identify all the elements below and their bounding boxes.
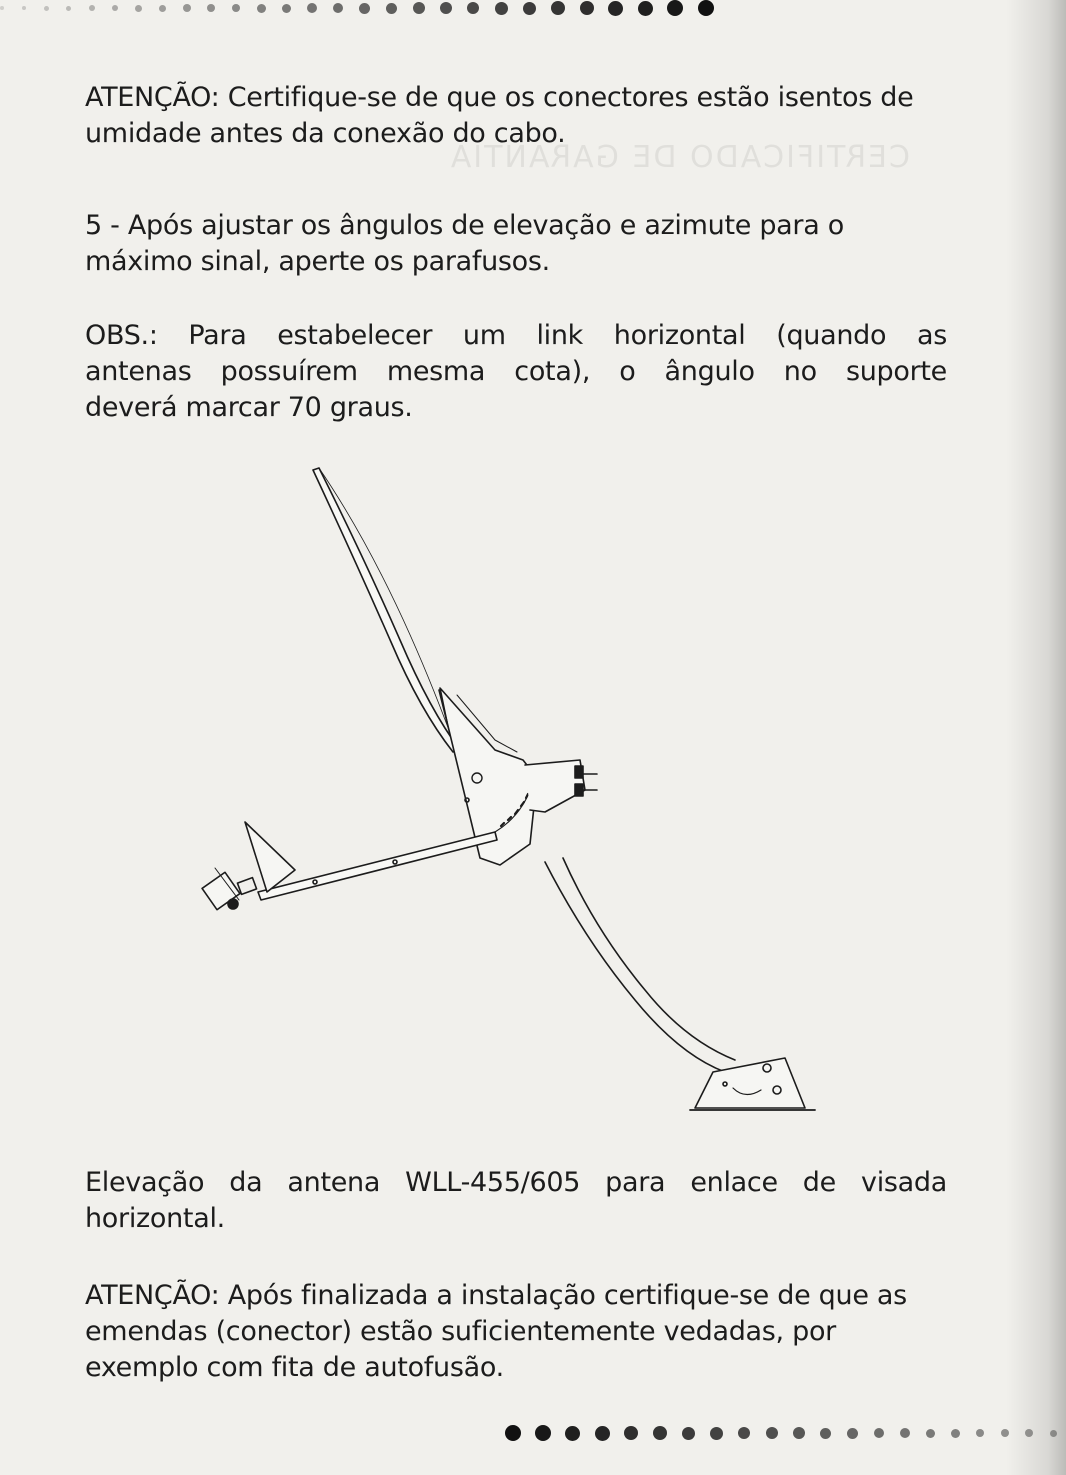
- decorative-dot: [580, 1, 594, 15]
- obs-line-2: antenas possuírem mesma cota), o ângulo no suporte: [85, 356, 947, 387]
- decorative-dot: [440, 2, 452, 14]
- decorative-dot: [467, 2, 479, 14]
- decorative-dot: [847, 1428, 858, 1439]
- caption-line-2: horizontal.: [85, 1203, 225, 1234]
- decorative-dot: [523, 2, 536, 15]
- step-5-paragraph: 5 - Após ajustar os ângulos de elevação e azimute para o máximo sinal, aperte os parafusos.: [85, 210, 844, 277]
- decorative-dot: [359, 3, 370, 14]
- page-edge-shadow: [1006, 0, 1066, 1475]
- decorative-dot: [551, 1, 565, 15]
- decorative-dot: [282, 4, 291, 13]
- decorative-dot: [565, 1426, 580, 1441]
- decorative-dots-bottom: [505, 1425, 1066, 1441]
- decorative-dot: [766, 1427, 778, 1439]
- decorative-dot: [710, 1427, 723, 1440]
- decorative-dot: [698, 0, 714, 16]
- decorative-dot: [232, 4, 240, 12]
- decorative-dot: [44, 6, 49, 11]
- decorative-dot: [667, 0, 683, 16]
- decorative-dot: [505, 1425, 521, 1441]
- decorative-dot: [595, 1426, 610, 1441]
- attention-paragraph-1: ATENÇÃO: Certifique-se de que os conectores estão isentos de umidade antes da conexão do cabo.: [85, 82, 914, 149]
- decorative-dot: [535, 1425, 551, 1441]
- decorative-dot: [495, 2, 508, 15]
- decorative-dot: [307, 3, 317, 13]
- obs-paragraph: [85, 318, 947, 426]
- decorative-dot: [257, 4, 266, 13]
- decorative-dot: [333, 3, 343, 13]
- decorative-dot: [0, 6, 4, 10]
- decorative-dot: [66, 6, 71, 11]
- decorative-dot: [976, 1429, 984, 1437]
- decorative-dot: [159, 5, 166, 12]
- bleed-through-text: CERTIFICADO DE GARANTIA: [448, 140, 910, 175]
- decorative-dots-top: [0, 0, 728, 16]
- decorative-dot: [183, 4, 191, 12]
- decorative-dot: [951, 1429, 960, 1438]
- decorative-dot: [89, 5, 95, 11]
- decorative-dot: [22, 6, 26, 10]
- decorative-dot: [738, 1427, 750, 1439]
- decorative-dot: [207, 4, 215, 12]
- decorative-dot: [1001, 1429, 1009, 1437]
- decorative-dot: [638, 1, 653, 16]
- decorative-dot: [793, 1427, 805, 1439]
- decorative-dot: [682, 1427, 695, 1440]
- decorative-dot: [900, 1428, 910, 1438]
- obs-line-1: OBS.: Para estabelecer um link horizontal (quando as: [85, 320, 947, 351]
- decorative-dot: [386, 3, 397, 14]
- decorative-dot: [608, 1, 623, 16]
- figure-caption: [85, 1165, 947, 1237]
- antenna-elevation-drawing-icon: [195, 460, 835, 1130]
- obs-line-3: deverá marcar 70 graus.: [85, 392, 413, 423]
- caption-line-1: Elevação da antena WLL-455/605 para enlace de visada: [85, 1167, 947, 1198]
- decorative-dot: [926, 1429, 935, 1438]
- attention-paragraph-2: ATENÇÃO: Após finalizada a instalação certifique-se de que as emendas (conector) estão suficientemente vedadas, por exemplo com fita de autofusão.: [85, 1280, 907, 1383]
- decorative-dot: [820, 1428, 831, 1439]
- decorative-dot: [413, 2, 425, 14]
- decorative-dot: [653, 1426, 667, 1440]
- decorative-dot: [112, 5, 118, 11]
- decorative-dot: [1050, 1430, 1057, 1437]
- decorative-dot: [874, 1428, 884, 1438]
- decorative-dot: [135, 5, 142, 12]
- decorative-dot: [1025, 1429, 1033, 1437]
- decorative-dot: [624, 1426, 638, 1440]
